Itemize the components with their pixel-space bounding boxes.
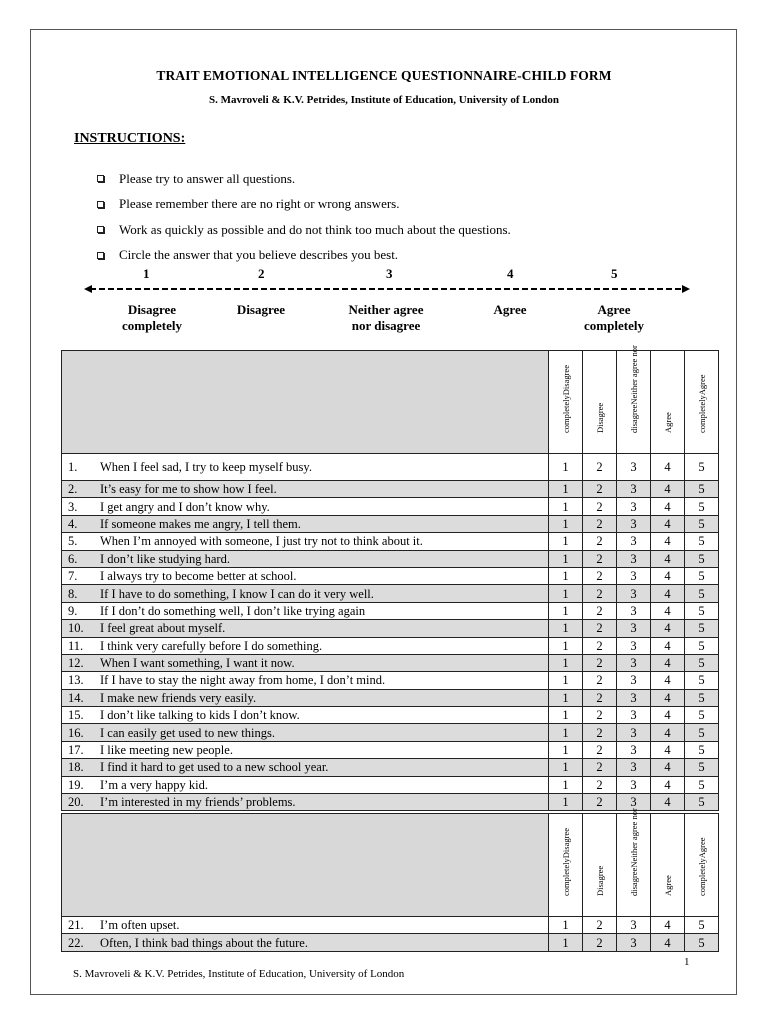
- answer-option-cell[interactable]: 5: [685, 567, 719, 584]
- question-label: When I want something, I want it now.: [100, 656, 295, 671]
- answer-option-cell[interactable]: 1: [549, 637, 583, 654]
- scale-label: Neither agree nor disagree: [348, 302, 424, 333]
- question-label: When I feel sad, I try to keep myself busy.: [100, 460, 312, 474]
- table-row: [62, 672, 719, 689]
- question-label: I’m interested in my friends’ problems.: [100, 795, 296, 810]
- questionnaire-table-continued: [61, 808, 719, 952]
- question-number: 1.: [68, 460, 78, 474]
- table-row: [62, 515, 719, 532]
- question-number: 4.: [68, 516, 78, 531]
- column-header: Agree: [651, 814, 685, 917]
- question-text: [62, 672, 549, 689]
- column-header: Disagree: [583, 814, 617, 917]
- answer-option-cell[interactable]: 1: [549, 794, 583, 811]
- answer-option-cell[interactable]: 4: [651, 454, 685, 481]
- answer-option-cell[interactable]: 5: [685, 759, 719, 776]
- answer-option-cell[interactable]: 4: [651, 481, 685, 498]
- answer-option-cell[interactable]: 2: [583, 934, 617, 951]
- question-number: 14.: [68, 690, 84, 705]
- answer-option-cell[interactable]: 3: [617, 917, 651, 934]
- answer-option-cell[interactable]: 3: [617, 654, 651, 671]
- answer-option-cell[interactable]: 5: [685, 741, 719, 758]
- answer-option-cell[interactable]: 5: [685, 689, 719, 706]
- answer-option-cell[interactable]: 1: [549, 602, 583, 619]
- question-number: 22.: [68, 935, 84, 950]
- question-label: If someone makes me angry, I tell them.: [100, 516, 301, 531]
- question-label: I like meeting new people.: [100, 743, 233, 758]
- table-header-row: [62, 351, 719, 454]
- question-text: [62, 454, 549, 481]
- answer-option-cell[interactable]: 2: [583, 654, 617, 671]
- answer-option-cell[interactable]: 3: [617, 741, 651, 758]
- question-text: [62, 637, 549, 654]
- table-row: [62, 454, 719, 481]
- table-row: [62, 567, 719, 584]
- answer-option-cell[interactable]: 1: [549, 620, 583, 637]
- table-row: [62, 707, 719, 724]
- answer-option-cell[interactable]: 4: [651, 620, 685, 637]
- answer-option-cell[interactable]: 3: [617, 672, 651, 689]
- column-header: disagreeNeither agree nor: [617, 351, 651, 454]
- answer-option-cell[interactable]: 5: [685, 672, 719, 689]
- answer-option-cell[interactable]: 2: [583, 776, 617, 793]
- table-row: [62, 689, 719, 706]
- column-header: completelyDisagree: [549, 814, 583, 917]
- question-label: It’s easy for me to show how I feel.: [100, 482, 277, 497]
- answer-option-cell[interactable]: 4: [651, 550, 685, 567]
- question-label: If I have to do something, I know I can do it very well.: [100, 586, 374, 601]
- column-header: completelyAgree: [685, 351, 719, 454]
- answer-option-cell[interactable]: 5: [685, 620, 719, 637]
- answer-option-cell[interactable]: 5: [685, 776, 719, 793]
- answer-option-cell[interactable]: 3: [617, 533, 651, 550]
- answer-option-cell[interactable]: 1: [549, 672, 583, 689]
- question-number: 9.: [68, 603, 78, 618]
- answer-option-cell[interactable]: 4: [651, 741, 685, 758]
- column-header: disagreeNeither agree nor: [617, 814, 651, 917]
- instruction-item: Work as quickly as possible and do not think too much about the questions.: [97, 217, 511, 243]
- answer-option-cell[interactable]: 2: [583, 585, 617, 602]
- checkbox-bullet-icon: [97, 201, 104, 208]
- table-row: [62, 550, 719, 567]
- answer-option-cell[interactable]: 3: [617, 481, 651, 498]
- question-number: 12.: [68, 656, 84, 671]
- answer-option-cell[interactable]: 1: [549, 550, 583, 567]
- page-number: 1: [684, 956, 690, 968]
- table-row: [62, 620, 719, 637]
- question-text: [62, 707, 549, 724]
- table-row: [62, 794, 719, 811]
- answer-option-cell[interactable]: 1: [549, 533, 583, 550]
- answer-option-cell[interactable]: 4: [651, 515, 685, 532]
- answer-option-cell[interactable]: 4: [651, 654, 685, 671]
- question-text: [62, 654, 549, 671]
- question-text: [62, 934, 549, 951]
- question-number: 19.: [68, 777, 84, 792]
- table-row: [62, 654, 719, 671]
- answer-option-cell[interactable]: 5: [685, 515, 719, 532]
- answer-option-cell[interactable]: 2: [583, 515, 617, 532]
- scale-arrow-line: [0, 264, 768, 304]
- answer-option-cell[interactable]: 4: [651, 917, 685, 934]
- question-label: If I don’t do something well, I don’t like trying again: [100, 603, 366, 618]
- question-text: [62, 533, 549, 550]
- table-row: [62, 637, 719, 654]
- answer-option-cell[interactable]: 5: [685, 707, 719, 724]
- table-row: [62, 533, 719, 550]
- question-number: 15.: [68, 708, 84, 723]
- answer-option-cell[interactable]: 3: [617, 794, 651, 811]
- answer-option-cell[interactable]: 1: [549, 515, 583, 532]
- answer-option-cell[interactable]: 1: [549, 917, 583, 934]
- question-number: 7.: [68, 569, 78, 584]
- question-label: Often, I think bad things about the future.: [100, 935, 308, 950]
- answer-option-cell[interactable]: 4: [651, 689, 685, 706]
- table-row: [62, 934, 719, 951]
- answer-option-cell[interactable]: 2: [583, 620, 617, 637]
- answer-option-cell[interactable]: 1: [549, 776, 583, 793]
- answer-option-cell[interactable]: 4: [651, 585, 685, 602]
- answer-option-cell[interactable]: 2: [583, 724, 617, 741]
- instructions-heading: INSTRUCTIONS:: [74, 131, 186, 146]
- question-text: [62, 794, 549, 811]
- instruction-item: Please remember there are no right or wrong answers.: [97, 192, 511, 218]
- question-text: [62, 550, 549, 567]
- table-row: [62, 498, 719, 515]
- question-number: 6.: [68, 551, 78, 566]
- answer-option-cell[interactable]: 5: [685, 498, 719, 515]
- table-row: [62, 481, 719, 498]
- scale-label: Disagree completely: [122, 302, 182, 333]
- question-number: 20.: [68, 795, 84, 810]
- question-label: I can easily get used to new things.: [100, 725, 275, 740]
- scale-number: 4: [507, 266, 514, 281]
- answer-option-cell[interactable]: 5: [685, 637, 719, 654]
- answer-option-cell[interactable]: 1: [549, 567, 583, 584]
- checkbox-bullet-icon: [97, 226, 104, 233]
- question-text: [62, 741, 549, 758]
- table-header-row: [62, 814, 719, 917]
- answer-option-cell[interactable]: 4: [651, 934, 685, 951]
- answer-option-cell[interactable]: 1: [549, 585, 583, 602]
- answer-option-cell[interactable]: 2: [583, 689, 617, 706]
- question-label: I’m a very happy kid.: [100, 777, 208, 792]
- column-header: completelyDisagree: [549, 351, 583, 454]
- question-number: 2.: [68, 482, 78, 497]
- question-text: [62, 689, 549, 706]
- checkbox-bullet-icon: [97, 252, 104, 259]
- answer-option-cell[interactable]: 2: [583, 550, 617, 567]
- answer-option-cell[interactable]: 4: [651, 707, 685, 724]
- answer-option-cell[interactable]: 1: [549, 934, 583, 951]
- answer-option-cell[interactable]: 3: [617, 550, 651, 567]
- question-text: [62, 567, 549, 584]
- scale-number: 3: [386, 266, 393, 281]
- answer-option-cell[interactable]: 2: [583, 567, 617, 584]
- instructions-list: [97, 166, 511, 268]
- question-label: I always try to become better at school.: [100, 569, 297, 584]
- question-text: [62, 498, 549, 515]
- answer-option-cell[interactable]: 5: [685, 602, 719, 619]
- question-text: [62, 515, 549, 532]
- question-number: 16.: [68, 725, 84, 740]
- answer-option-cell[interactable]: 1: [549, 759, 583, 776]
- header-blank-cell: [62, 351, 549, 454]
- answer-option-cell[interactable]: 5: [685, 481, 719, 498]
- question-number: 17.: [68, 743, 84, 758]
- question-text: [62, 620, 549, 637]
- answer-option-cell[interactable]: 3: [617, 759, 651, 776]
- question-number: 10.: [68, 621, 84, 636]
- answer-option-cell[interactable]: 4: [651, 794, 685, 811]
- instruction-item: Please try to answer all questions.: [97, 166, 511, 192]
- scale-number: 1: [143, 266, 150, 281]
- answer-option-cell[interactable]: 1: [549, 481, 583, 498]
- answer-option-cell[interactable]: 1: [549, 741, 583, 758]
- answer-option-cell[interactable]: 5: [685, 724, 719, 741]
- answer-option-cell[interactable]: 4: [651, 637, 685, 654]
- table-row: [62, 741, 719, 758]
- answer-option-cell[interactable]: 5: [685, 917, 719, 934]
- question-text: [62, 759, 549, 776]
- answer-option-cell[interactable]: 1: [549, 724, 583, 741]
- question-number: 8.: [68, 586, 78, 601]
- question-label: I make new friends very easily.: [100, 690, 257, 705]
- table-row: [62, 917, 719, 934]
- answer-option-cell[interactable]: 3: [617, 567, 651, 584]
- answer-option-cell[interactable]: 4: [651, 776, 685, 793]
- question-label: I find it hard to get used to a new school year.: [100, 760, 329, 775]
- column-header: Agree: [651, 351, 685, 454]
- answer-option-cell[interactable]: 2: [583, 759, 617, 776]
- question-text: [62, 481, 549, 498]
- answer-option-cell[interactable]: 3: [617, 454, 651, 481]
- question-label: I’m often upset.: [100, 918, 180, 933]
- questionnaire-table: [61, 345, 719, 811]
- answer-option-cell[interactable]: 2: [583, 637, 617, 654]
- question-label: I don’t like talking to kids I don’t know.: [100, 708, 300, 723]
- answer-option-cell[interactable]: 3: [617, 620, 651, 637]
- question-number: 3.: [68, 499, 78, 514]
- answer-option-cell[interactable]: 5: [685, 654, 719, 671]
- question-number: 5.: [68, 534, 78, 549]
- answer-option-cell[interactable]: 5: [685, 550, 719, 567]
- scale-label: Disagree: [236, 302, 286, 317]
- answer-option-cell[interactable]: 2: [583, 672, 617, 689]
- answer-option-cell[interactable]: 3: [617, 602, 651, 619]
- question-text: [62, 602, 549, 619]
- answer-option-cell[interactable]: 2: [583, 794, 617, 811]
- answer-option-cell[interactable]: 3: [617, 637, 651, 654]
- answer-option-cell[interactable]: 4: [651, 724, 685, 741]
- answer-option-cell[interactable]: 3: [617, 585, 651, 602]
- footer: S. Mavroveli & K.V. Petrides, Institute of Education, University of London: [73, 968, 405, 980]
- question-label: I don’t like studying hard.: [100, 551, 230, 566]
- column-header: Disagree: [583, 351, 617, 454]
- question-number: 18.: [68, 760, 84, 775]
- table-row: [62, 585, 719, 602]
- question-label: When I’m annoyed with someone, I just try not to think about it.: [100, 534, 423, 549]
- question-label: I get angry and I don’t know why.: [100, 499, 270, 514]
- question-text: [62, 917, 549, 934]
- answer-option-cell[interactable]: 1: [549, 689, 583, 706]
- answer-option-cell[interactable]: 5: [685, 533, 719, 550]
- answer-option-cell[interactable]: 2: [583, 498, 617, 515]
- answer-option-cell[interactable]: 4: [651, 759, 685, 776]
- answer-option-cell[interactable]: 4: [651, 533, 685, 550]
- answer-option-cell[interactable]: 3: [617, 689, 651, 706]
- answer-option-cell[interactable]: 5: [685, 454, 719, 481]
- answer-option-cell[interactable]: 2: [583, 741, 617, 758]
- question-number: 21.: [68, 918, 84, 933]
- question-label: If I have to stay the night away from home, I don’t mind.: [100, 673, 386, 688]
- answer-option-cell[interactable]: 3: [617, 515, 651, 532]
- arrow-right-icon: [682, 285, 690, 293]
- header-blank-cell: [62, 814, 549, 917]
- answer-option-cell[interactable]: 5: [685, 934, 719, 951]
- answer-option-cell[interactable]: 2: [583, 481, 617, 498]
- answer-option-cell[interactable]: 1: [549, 654, 583, 671]
- table-row: [62, 759, 719, 776]
- page-subtitle: S. Mavroveli & K.V. Petrides, Institute of Education, University of London: [208, 94, 560, 106]
- question-label: I feel great about myself.: [100, 621, 226, 636]
- answer-option-cell[interactable]: 4: [651, 602, 685, 619]
- question-text: [62, 585, 549, 602]
- answer-option-cell[interactable]: 4: [651, 567, 685, 584]
- answer-option-cell[interactable]: 3: [617, 707, 651, 724]
- answer-option-cell[interactable]: 3: [617, 776, 651, 793]
- table-row: [62, 602, 719, 619]
- question-number: 13.: [68, 673, 84, 688]
- answer-option-cell[interactable]: 4: [651, 498, 685, 515]
- answer-option-cell[interactable]: 2: [583, 602, 617, 619]
- response-scale: [0, 264, 768, 344]
- answer-option-cell[interactable]: 3: [617, 724, 651, 741]
- answer-option-cell[interactable]: 4: [651, 672, 685, 689]
- answer-option-cell[interactable]: 2: [583, 533, 617, 550]
- question-number: 11.: [68, 638, 84, 653]
- scale-label: Agree completely: [584, 302, 644, 333]
- answer-option-cell[interactable]: 1: [549, 707, 583, 724]
- checkbox-bullet-icon: [97, 175, 104, 182]
- question-text: [62, 724, 549, 741]
- instruction-item: Circle the answer that you believe describes you best.: [97, 243, 511, 269]
- answer-option-cell[interactable]: 2: [583, 707, 617, 724]
- table-row: [62, 724, 719, 741]
- answer-option-cell[interactable]: 1: [549, 454, 583, 481]
- table-row: [62, 776, 719, 793]
- answer-option-cell[interactable]: 2: [583, 454, 617, 481]
- answer-option-cell[interactable]: 3: [617, 934, 651, 951]
- scale-number: 5: [611, 266, 618, 281]
- scale-number: 2: [258, 266, 265, 281]
- question-text: [62, 776, 549, 793]
- answer-option-cell[interactable]: 3: [617, 498, 651, 515]
- question-label: I think very carefully before I do something.: [100, 638, 323, 653]
- column-header: completelyAgree: [685, 814, 719, 917]
- answer-option-cell[interactable]: 5: [685, 585, 719, 602]
- page-title: TRAIT EMOTIONAL INTELLIGENCE QUESTIONNAIRE-CHILD FORM: [156, 68, 612, 83]
- scale-label: Agree: [493, 302, 527, 317]
- answer-option-cell[interactable]: 2: [583, 917, 617, 934]
- arrow-left-icon: [84, 285, 92, 293]
- answer-option-cell[interactable]: 1: [549, 498, 583, 515]
- answer-option-cell[interactable]: 5: [685, 794, 719, 811]
